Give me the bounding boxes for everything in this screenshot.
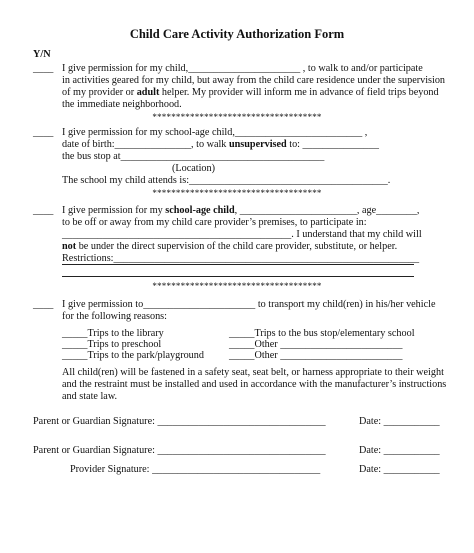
yn-header: Y/N <box>33 49 51 60</box>
restrictions-blank-2[interactable] <box>62 276 414 277</box>
reason-other-1[interactable]: _____Other ________________________ <box>229 339 403 350</box>
section2-line3[interactable]: the bus stop at________________________________________ <box>62 151 325 162</box>
section2-line5[interactable]: The school my child attends is:_______________________________________. <box>62 175 391 186</box>
section3-line3[interactable]: _____________________________________________. I understand that my child will <box>62 229 422 240</box>
reason-bus-stop[interactable]: _____Trips to the bus stop/elementary school <box>229 328 415 339</box>
section1-line3: of my provider or adult helper. My provider will inform me in advance of field trips beyond <box>62 87 439 98</box>
section1-line2: in activities geared for my child, but away from the child care residence under the supervision <box>62 75 446 86</box>
section3-line2: to be off or away from my child care provider’s premises, to participate in: <box>62 217 367 228</box>
provider-signature[interactable]: Provider Signature: _________________________________ <box>70 464 321 475</box>
separator-stars-3: ************************************ <box>152 281 322 291</box>
location-caption: (Location) <box>172 163 215 174</box>
provider-signature-date[interactable]: Date: ___________ <box>359 464 440 475</box>
section3-line4: not be under the direct supervision of the child care provider, substitute, or helper. <box>62 241 398 252</box>
restrictions-blank-1[interactable] <box>62 264 414 265</box>
form-title: Child Care Activity Authorization Form <box>129 27 345 41</box>
yn-blank-3[interactable]: ____ <box>33 205 54 216</box>
parent-signature-2-date[interactable]: Date: ___________ <box>359 445 440 456</box>
reason-library[interactable]: _____Trips to the library <box>62 328 164 339</box>
section4-line1[interactable]: I give permission to______________________ to transport my child(ren) in his/her vehicle <box>62 299 436 310</box>
separator-stars-2: ************************************ <box>152 188 322 198</box>
section4-line2: for the following reasons: <box>62 311 167 322</box>
section1-line1[interactable]: I give permission for my child,______________________ , to walk to and/or participate <box>62 63 423 74</box>
parent-signature-1[interactable]: Parent or Guardian Signature: _________________________________ <box>33 416 326 427</box>
safety-note-line3: and state law. <box>62 391 118 402</box>
yn-blank-4[interactable]: ____ <box>33 299 54 310</box>
parent-signature-2[interactable]: Parent or Guardian Signature: _________________________________ <box>33 445 326 456</box>
reason-other-2[interactable]: _____Other ________________________ <box>229 350 403 361</box>
safety-note-line1: All child(ren) will be fastened in a safety seat, seat belt, or harness appropriate to their weight <box>62 367 444 378</box>
section2-line2[interactable]: date of birth:_______________, to walk unsupervised to: _______________ <box>62 139 379 150</box>
yn-blank-2[interactable]: ____ <box>33 127 54 138</box>
reason-preschool[interactable]: _____Trips to preschool <box>62 339 162 350</box>
yn-blank-1[interactable]: ____ <box>33 63 54 74</box>
separator-stars-1: ************************************ <box>152 112 322 122</box>
safety-note-line2: and the restraint must be installed and used in accordance with the manufacturer’s instructions <box>62 379 447 390</box>
section2-line1[interactable]: I give permission for my school-age child,_________________________ , <box>62 127 368 138</box>
section3-line1[interactable]: I give permission for my school-age child, _______________________, age________, <box>62 205 420 216</box>
restrictions-line[interactable]: Restrictions:____________________________________________________________ <box>62 253 420 264</box>
section1-line4: the immediate neighborhood. <box>62 99 182 110</box>
reason-park[interactable]: _____Trips to the park/playground <box>62 350 204 361</box>
parent-signature-1-date[interactable]: Date: ___________ <box>359 416 440 427</box>
